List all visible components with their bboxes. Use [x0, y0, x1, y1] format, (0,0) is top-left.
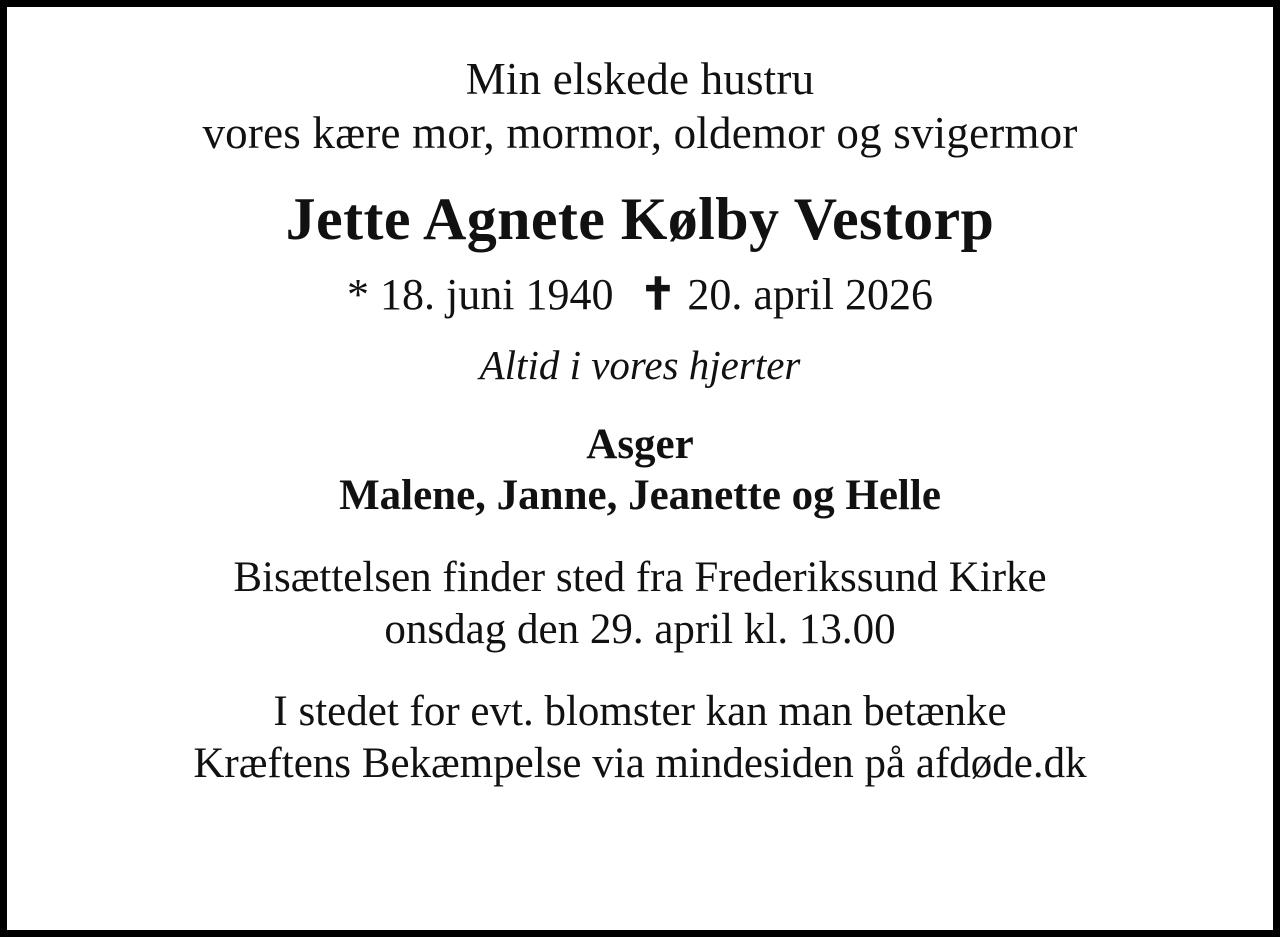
donation-line-2: Kræftens Bekæmpelse via mindesiden på afdøde.dk [193, 739, 1087, 787]
life-dates [347, 269, 933, 320]
donation-line-1: I stedet for evt. blomster kan man betænke [273, 688, 1007, 736]
memorial-verse: Altid i vores hjerter [479, 342, 801, 388]
intro-line-1: Min elskede hustru [465, 54, 815, 104]
service-line-1: Bisættelsen finder sted fra Frederikssund Kirke [233, 554, 1047, 602]
cross-icon: ✝ [639, 269, 677, 319]
survivors-line-1: Asger [586, 420, 694, 468]
birth-date: * 18. juni 1940 [347, 269, 614, 319]
intro-line-2: vores kære mor, mormor, oldemor og svigermor [202, 108, 1078, 159]
deceased-name: Jette Agnete Kølby Vestorp [285, 186, 995, 253]
survivors-line-2: Malene, Janne, Jeanette og Helle [339, 472, 941, 520]
death-date: 20. april 2026 [687, 269, 933, 319]
service-line-2: onsdag den 29. april kl. 13.00 [384, 606, 896, 654]
